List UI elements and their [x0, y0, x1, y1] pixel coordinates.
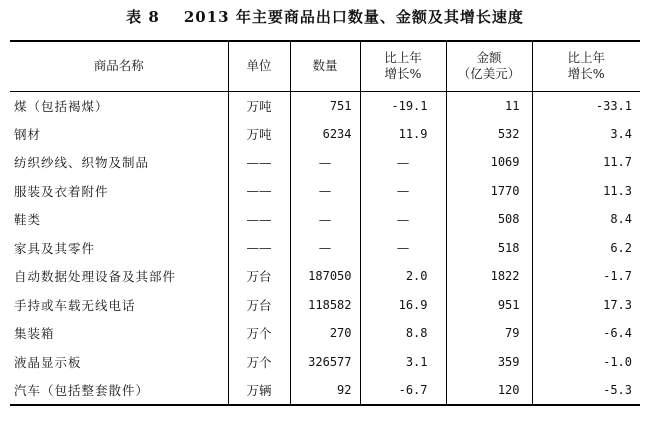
table-body — [10, 91, 640, 405]
table-row — [10, 234, 640, 263]
cell-unit: 万个 — [228, 319, 290, 348]
cell-amount-growth: 17.3 — [532, 291, 640, 320]
cell-qty: 92 — [290, 376, 360, 405]
cell-unit: 万吨 — [228, 91, 290, 120]
header-name: 商品名称 — [10, 41, 228, 91]
table-title — [0, 6, 650, 27]
cell-amount: 518 — [446, 234, 532, 263]
cell-qty-growth: -19.1 — [360, 91, 446, 120]
cell-qty-growth: — — [360, 148, 446, 177]
cell-name: 钢材 — [14, 126, 42, 142]
table-caption: 2013 年主要商品出口数量、金额及其增长速度 — [183, 8, 524, 26]
cell-amount-growth: -1.0 — [532, 348, 640, 377]
cell-unit: —— — [228, 148, 290, 177]
cell-name: 煤（包括褐煤） — [14, 98, 109, 114]
table-row — [10, 319, 640, 348]
cell-qty-growth: 2.0 — [360, 262, 446, 291]
cell-unit: —— — [228, 205, 290, 234]
cell-qty-growth: 16.9 — [360, 291, 446, 320]
cell-amount: 951 — [446, 291, 532, 320]
cell-name: 自动数据处理设备及其部件 — [14, 269, 177, 285]
cell-unit: 万台 — [228, 291, 290, 320]
table-header-row — [10, 41, 640, 91]
cell-amount-growth: -33.1 — [532, 91, 640, 120]
cell-amount-growth: -5.3 — [532, 376, 640, 405]
cell-qty-growth: — — [360, 177, 446, 206]
cell-unit: 万辆 — [228, 376, 290, 405]
cell-name: 纺织纱线、织物及制品 — [14, 155, 150, 171]
header-amount-growth: 比上年 增长% — [532, 41, 640, 91]
cell-amount: 1069 — [446, 148, 532, 177]
header-qty: 数量 — [290, 41, 360, 91]
cell-name: 家具及其零件 — [14, 240, 96, 256]
cell-name: 手持或车载无线电话 — [14, 297, 136, 313]
cell-qty: — — [290, 148, 360, 177]
table-row — [10, 348, 640, 377]
cell-qty-growth: — — [360, 234, 446, 263]
cell-qty-growth: 11.9 — [360, 120, 446, 149]
cell-amount: 532 — [446, 120, 532, 149]
header-qty-growth: 比上年 增长% — [360, 41, 446, 91]
cell-qty-growth: -6.7 — [360, 376, 446, 405]
cell-amount: 79 — [446, 319, 532, 348]
cell-unit: 万台 — [228, 262, 290, 291]
table-row — [10, 177, 640, 206]
cell-name: 集装箱 — [14, 326, 55, 342]
cell-qty: 751 — [290, 91, 360, 120]
cell-name: 液晶显示板 — [14, 354, 82, 370]
table-row — [10, 291, 640, 320]
export-table — [10, 40, 640, 406]
cell-amount: 1822 — [446, 262, 532, 291]
cell-qty: — — [290, 234, 360, 263]
cell-qty: 6234 — [290, 120, 360, 149]
cell-amount: 508 — [446, 205, 532, 234]
cell-qty: 187050 — [290, 262, 360, 291]
cell-name: 鞋类 — [14, 212, 42, 228]
cell-qty-growth: — — [360, 205, 446, 234]
cell-unit: 万吨 — [228, 120, 290, 149]
cell-qty-growth: 8.8 — [360, 319, 446, 348]
table-row — [10, 148, 640, 177]
cell-amount: 120 — [446, 376, 532, 405]
cell-qty: 118582 — [290, 291, 360, 320]
cell-name: 服装及衣着附件 — [14, 183, 109, 199]
cell-amount-growth: -6.4 — [532, 319, 640, 348]
table-row — [10, 91, 640, 120]
cell-amount-growth: 11.3 — [532, 177, 640, 206]
cell-unit: 万个 — [228, 348, 290, 377]
cell-amount-growth: -1.7 — [532, 262, 640, 291]
cell-amount-growth: 6.2 — [532, 234, 640, 263]
header-unit: 单位 — [228, 41, 290, 91]
table-row — [10, 262, 640, 291]
table-number: 表 8 — [126, 8, 160, 26]
cell-unit: —— — [228, 177, 290, 206]
table-row — [10, 120, 640, 149]
cell-qty: — — [290, 177, 360, 206]
cell-amount-growth: 8.4 — [532, 205, 640, 234]
table-row — [10, 376, 640, 405]
cell-name: 汽车（包括整套散件） — [10, 376, 228, 405]
cell-qty-growth: 3.1 — [360, 348, 446, 377]
cell-qty: 326577 — [290, 348, 360, 377]
cell-amount: 11 — [446, 91, 532, 120]
cell-qty: — — [290, 205, 360, 234]
cell-amount: 359 — [446, 348, 532, 377]
cell-amount-growth: 11.7 — [532, 148, 640, 177]
cell-amount-growth: 3.4 — [532, 120, 640, 149]
cell-unit: —— — [228, 234, 290, 263]
table-row — [10, 205, 640, 234]
cell-amount: 1770 — [446, 177, 532, 206]
cell-qty: 270 — [290, 319, 360, 348]
header-amount: 金额 （亿美元） — [446, 41, 532, 91]
